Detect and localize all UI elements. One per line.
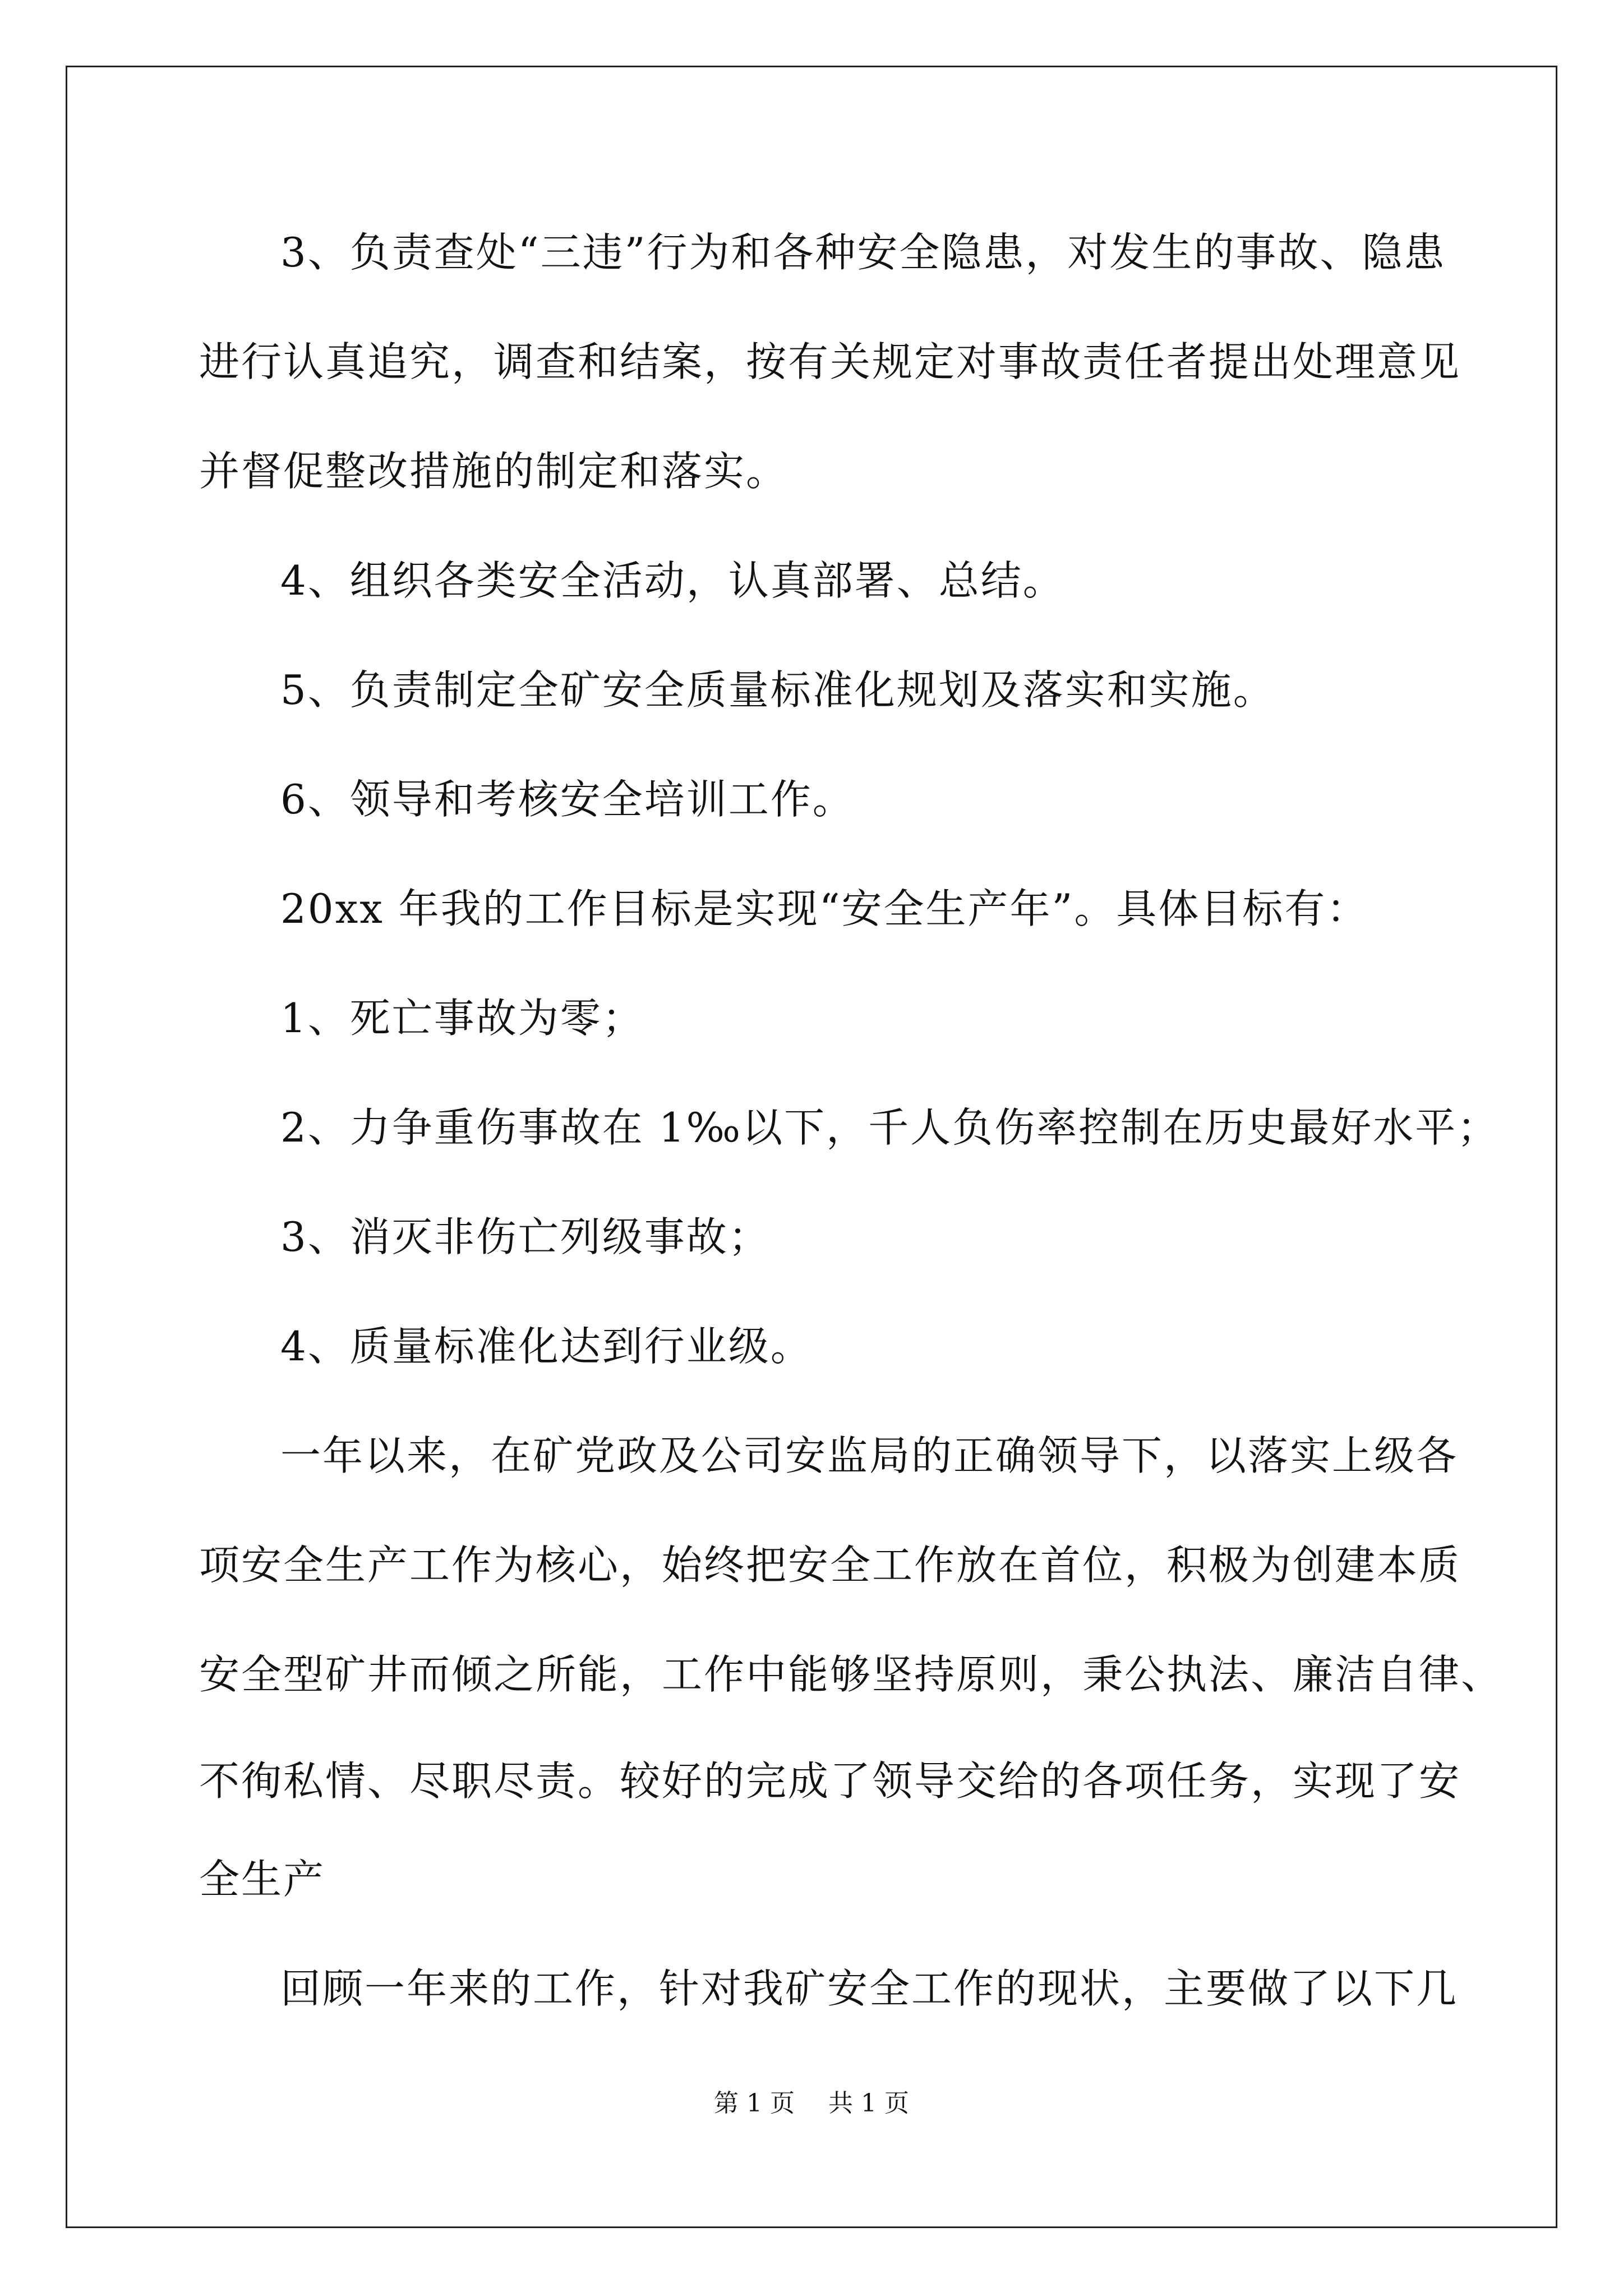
text-line: 20xx 年我的工作目标是实现“安全生产年”。具体目标有： [280, 885, 1369, 932]
text-line: 回顾一年来的工作，针对我矿安全工作的现状，主要做了以下几 [280, 1965, 1459, 2012]
text-line: 不徇私情、尽职尽责。较好的完成了领导交给的各项任务，实现了安 [199, 1757, 1461, 1805]
text-line: 2、力争重伤事故在 1‰以下，千人负伤率控制在历史最好水平； [280, 1104, 1500, 1151]
text-line: 3、负责查处“三违”行为和各种安全隐患，对发生的事故、隐患 [280, 229, 1446, 276]
page-footer [0, 2087, 1623, 2120]
text-line: 项安全生产工作为核心，始终把安全工作放在首位，积极为创建本质 [199, 1542, 1461, 1589]
page-number: 第 1 页 [714, 2089, 795, 2118]
text-line: 3、消灭非伤亡列级事故； [280, 1213, 771, 1260]
text-line: 全生产 [199, 1856, 326, 1903]
text-line: 6、领导和考核安全培训工作。 [280, 776, 855, 823]
text-line: 5、负责制定全矿安全质量标准化规划及落实和实施。 [280, 666, 1275, 714]
text-line: 4、质量标准化达到行业级。 [280, 1323, 813, 1370]
text-line: 4、组织各类安全活动，认真部署、总结。 [280, 557, 1065, 604]
page-total: 共 1 页 [828, 2089, 909, 2118]
text-line: 并督促整改措施的制定和落实。 [199, 448, 789, 495]
text-line: 一年以来，在矿党政及公司安监局的正确领导下，以落实上级各 [280, 1432, 1459, 1479]
text-line: 安全型矿井而倾之所能，工作中能够坚持原则，秉公执法、廉洁自律、 [199, 1651, 1504, 1698]
text-line: 1、死亡事故为零； [280, 995, 644, 1042]
text-line: 进行认真追究，调查和结案，按有关规定对事故责任者提出处理意见 [199, 338, 1461, 385]
